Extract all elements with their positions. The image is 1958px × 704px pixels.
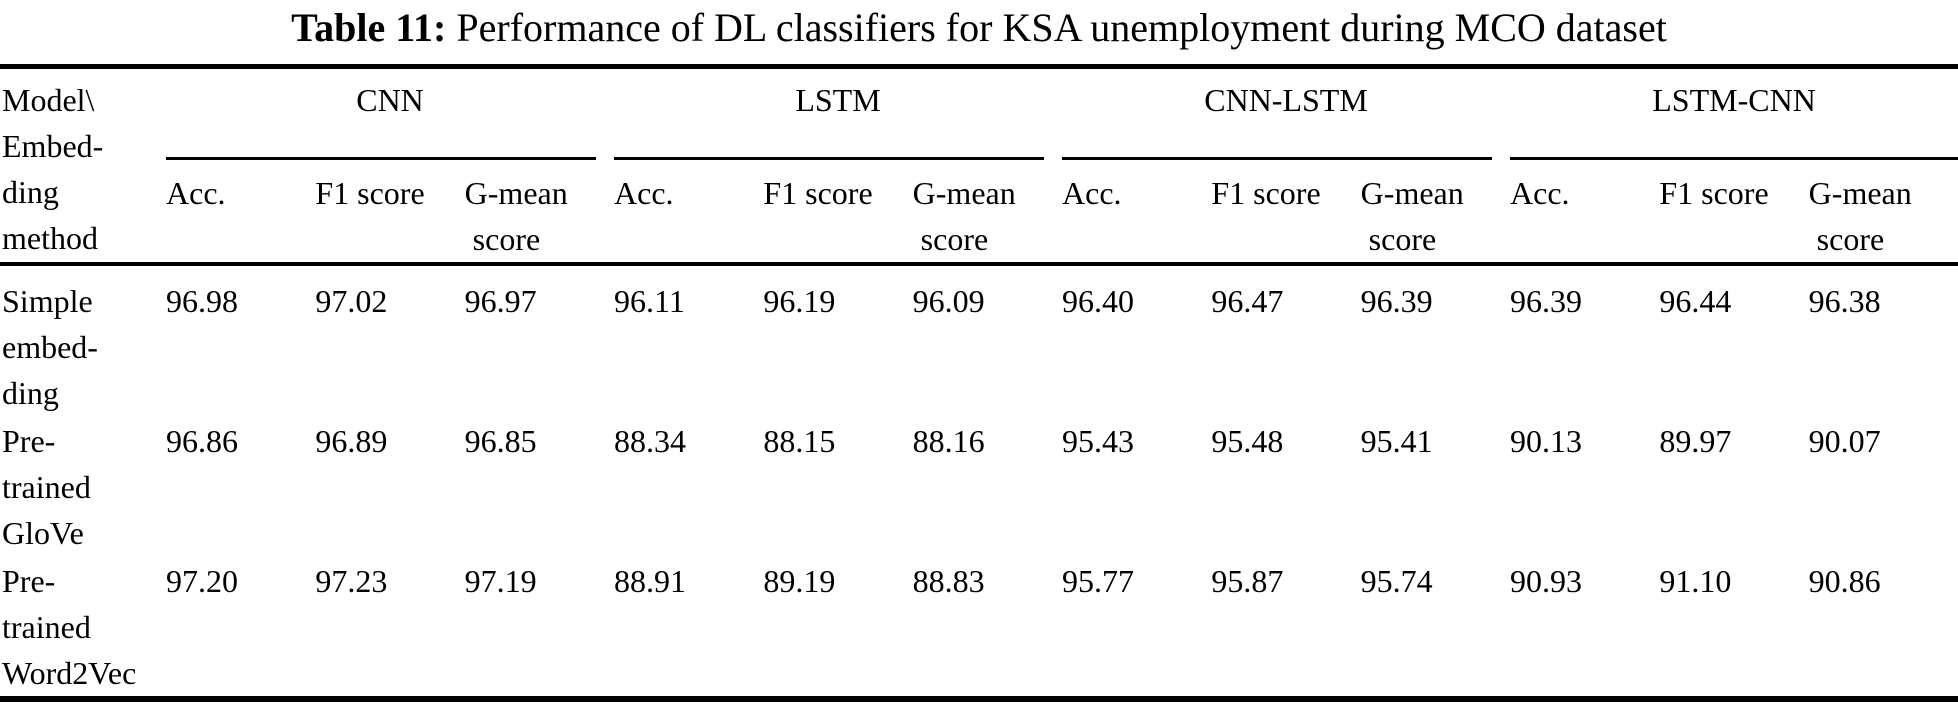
table-caption-text: Performance of DL classifiers for KSA unemployment during MCO dataset [446, 5, 1667, 50]
row-label-line: trained [2, 469, 91, 505]
row-header-cell [0, 67, 166, 265]
subheader-gmean-line2: score [1368, 221, 1437, 257]
metric-value-cell: 96.44 [1659, 283, 1732, 319]
metric-value-cell: 96.11 [614, 283, 685, 319]
subheader-gmean [465, 160, 614, 264]
row-label-line: trained [2, 609, 91, 645]
subheader-gmean-line1: G-mean [464, 175, 568, 211]
row-label-line: Pre- [2, 563, 56, 599]
metric-value-cell: 91.10 [1659, 563, 1732, 599]
metric-value-cell: 96.38 [1808, 283, 1881, 319]
row-header-line: Embed- [2, 128, 104, 164]
metric-value-cell: 97.20 [166, 563, 238, 599]
row-label-line: embed- [2, 329, 98, 365]
performance-table [0, 64, 1958, 702]
metric-value-cell: 96.40 [1062, 283, 1135, 319]
subheader-acc: Acc. [614, 160, 763, 264]
subheader-f1: F1 score [315, 160, 464, 264]
subheader-gmean-line1: G-mean [1808, 175, 1912, 211]
subheader-gmean [1361, 160, 1510, 264]
subheader-acc: Acc. [166, 160, 315, 264]
group-name: LSTM-CNN [1652, 82, 1816, 118]
metric-value-cell: 95.74 [1360, 563, 1433, 599]
subheader-gmean [1809, 160, 1958, 264]
row-header-line: Model\ [2, 82, 95, 118]
group-header-row [0, 67, 1958, 161]
row-label [0, 416, 166, 556]
metric-value-cell: 96.39 [1510, 283, 1583, 319]
subheader-f1: F1 score [1211, 160, 1360, 264]
group-name: CNN-LSTM [1204, 82, 1368, 118]
subheader-gmean-line2: score [1816, 221, 1885, 257]
metric-value-cell: 88.16 [912, 423, 985, 459]
metric-value-cell: 88.83 [912, 563, 985, 599]
metric-value-cell: 96.85 [464, 423, 537, 459]
metric-value-cell: 95.77 [1062, 563, 1135, 599]
row-header-line: ding [2, 174, 59, 210]
metric-value-cell: 90.13 [1510, 423, 1583, 459]
subheader-acc: Acc. [1510, 160, 1659, 264]
group-header-lstm [614, 67, 1062, 161]
row-header-line: method [2, 220, 98, 256]
metric-value-cell: 96.39 [1360, 283, 1433, 319]
metric-value-cell: 95.41 [1360, 423, 1433, 459]
row-label-line: Pre- [2, 423, 56, 459]
metric-value-cell: 96.89 [315, 423, 388, 459]
group-header-lstm-cnn [1510, 67, 1958, 161]
metric-value-cell: 89.97 [1659, 423, 1732, 459]
row-label-line: Simple [2, 283, 93, 319]
group-header-cnn-lstm [1062, 67, 1510, 161]
metric-value-cell: 88.91 [614, 563, 686, 599]
metric-value-cell: 88.34 [614, 423, 686, 459]
row-label-line: GloVe [2, 515, 84, 551]
group-header-cnn [166, 67, 614, 161]
subheader-acc: Acc. [1062, 160, 1211, 264]
metric-value-cell: 96.98 [166, 283, 238, 319]
metric-value-cell: 96.09 [912, 283, 985, 319]
metric-value-cell: 97.19 [464, 563, 537, 599]
metric-value-cell: 90.93 [1510, 563, 1583, 599]
subheader-f1: F1 score [1659, 160, 1808, 264]
row-label [0, 264, 166, 416]
metric-value-cell: 96.97 [464, 283, 537, 319]
metric-value-cell: 95.43 [1062, 423, 1135, 459]
row-label-line: Word2Vec [2, 655, 137, 691]
table-row-pretrained-word2vec [0, 556, 1958, 699]
row-label-line: ding [2, 375, 59, 411]
subheader-gmean [913, 160, 1062, 264]
subheader-row [0, 160, 1958, 264]
metric-value-cell: 88.15 [763, 423, 836, 459]
metric-value-cell: 95.87 [1211, 563, 1284, 599]
subheader-gmean-line2: score [472, 221, 541, 257]
metric-value-cell: 97.23 [315, 563, 388, 599]
table-caption-label: Table 11: [291, 5, 447, 50]
group-name: CNN [356, 82, 424, 118]
metric-value-cell: 95.48 [1211, 423, 1284, 459]
table-row-simple-embedding [0, 264, 1958, 416]
subheader-gmean-line1: G-mean [1360, 175, 1464, 211]
metric-value-cell: 96.86 [166, 423, 238, 459]
table-caption [0, 4, 1958, 52]
metric-value-cell: 96.47 [1211, 283, 1284, 319]
row-label [0, 556, 166, 699]
metric-value-cell: 96.19 [763, 283, 836, 319]
metric-value-cell: 89.19 [763, 563, 836, 599]
subheader-gmean-line1: G-mean [912, 175, 1016, 211]
metric-value-cell: 97.02 [315, 283, 388, 319]
group-name: LSTM [795, 82, 881, 118]
subheader-f1: F1 score [763, 160, 912, 264]
subheader-gmean-line2: score [920, 221, 989, 257]
table-row-pretrained-glove [0, 416, 1958, 556]
metric-value-cell: 90.07 [1808, 423, 1881, 459]
metric-value-cell: 90.86 [1808, 563, 1881, 599]
